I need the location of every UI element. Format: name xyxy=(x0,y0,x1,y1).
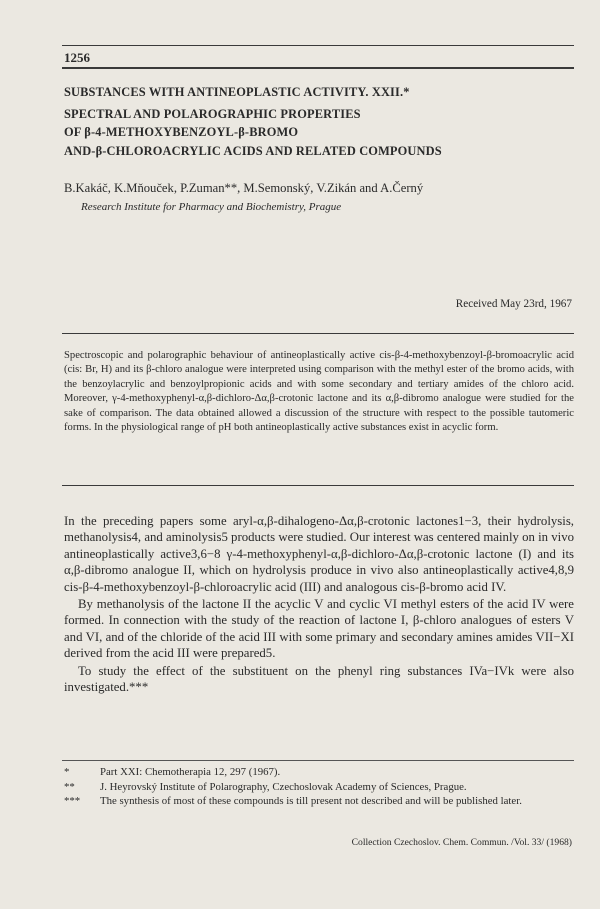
page-number: 1256 xyxy=(64,50,90,65)
header-rule-bottom xyxy=(62,67,574,69)
footnote-rule xyxy=(62,760,574,761)
abstract-rule-top xyxy=(62,333,574,334)
footnote-mark: ** xyxy=(64,780,75,793)
title-line-2: SPECTRAL AND POLAROGRAPHIC PROPERTIES xyxy=(64,107,361,121)
footnote-3 xyxy=(64,794,574,809)
footnote-1 xyxy=(64,765,574,780)
abstract xyxy=(64,349,574,435)
footnote-text: J. Heyrovský Institute of Polarography, Czechoslovak Academy of Sciences, Prague. xyxy=(100,780,467,793)
footnote-mark: * xyxy=(64,766,70,778)
paragraph-3: To study the effect of the substituent on the phenyl ring substances IVa−IVk were also investigated.*** xyxy=(64,663,574,695)
title-line-4: AND-β-CHLOROACRYLIC ACIDS AND RELATED COMPOUNDS xyxy=(64,144,442,158)
affiliation: Research Institute for Pharmacy and Biochemistry, Prague xyxy=(81,201,342,213)
author-list: B.Kakáč, K.Mňouček, P.Zuman**, M.Semonský, V.Zikán and A.Černý xyxy=(64,181,424,195)
header-rule-top xyxy=(62,45,574,46)
paragraph-2: By methanolysis of the lactone II the acyclic V and cyclic VI methyl esters of the acid IV were formed. In connection with the study of the reaction of lactone I, β-chloro analogues of esters V and VI, and of the chloride of the acid III with some primary and secondary amines amides VII−XI derived from the acid III were prepared5. xyxy=(64,597,574,661)
title-line-3: OF β-4-METHOXYBENZOYL-β-BROMO xyxy=(64,125,299,139)
footnote-text: The synthesis of most of these compounds is till present not described and will be published later. xyxy=(100,795,522,808)
journal-footer: Collection Czechoslov. Chem. Commun. /Vol. 33/ (1968) xyxy=(351,837,572,848)
received-date: Received May 23rd, 1967 xyxy=(455,298,572,310)
paragraph-1: In the preceding papers some aryl-α,β-dihalogeno-Δα,β-crotonic lactones1−3, their hydrolysis, methanolysis4, and aminolysis5 products were studied. Our interest was centered mainly on in vivo antineoplastically active3,6−8 γ-4-methoxyphenyl-α,β-dichloro-Δα,β-crotonic lactone (I) and its α,β-dibromo analogue II, which on hydrolysis produce in vivo also antineoplastically active4,8,9 cis-β-4-methoxybenzoyl-β-chloroacrylic acid (III) and analogous cis-β-bromo acid IV. xyxy=(64,514,574,594)
footnotes xyxy=(64,765,574,809)
title-line-1: SUBSTANCES WITH ANTINEOPLASTIC ACTIVITY. XXII.* xyxy=(64,85,410,99)
main-text xyxy=(64,513,574,696)
footnote-2 xyxy=(64,780,574,795)
abstract-rule-bottom xyxy=(62,485,574,486)
footnote-text: Part XXI: Chemotherapia 12, 297 (1967). xyxy=(100,766,281,778)
abstract-text: Spectroscopic and polarographic behaviour of antineoplastically active cis-β-4-methoxybenzoyl-β-bromoacrylic acid (cis: Br, H) and its β-chloro analogue were interpreted using comparison with the methyl ester of the bromo acids, with the benzoylacrylic and benzoylpropionic acids and with some secondary and tertiary amides of the chloro acid. Moreover, γ-4-methoxyphenyl-α,β-dichloro-Δα,β-crotonic lactone and its α,β-dibromo analogue were studied for the sake of comparison. The data obtained allowed a discussion of the structure with respect to the possible tautomeric forms. In the physiological range of pH both antineoplastically active substances exist in acyclic form. xyxy=(64,350,574,434)
footnote-mark: *** xyxy=(64,795,81,808)
